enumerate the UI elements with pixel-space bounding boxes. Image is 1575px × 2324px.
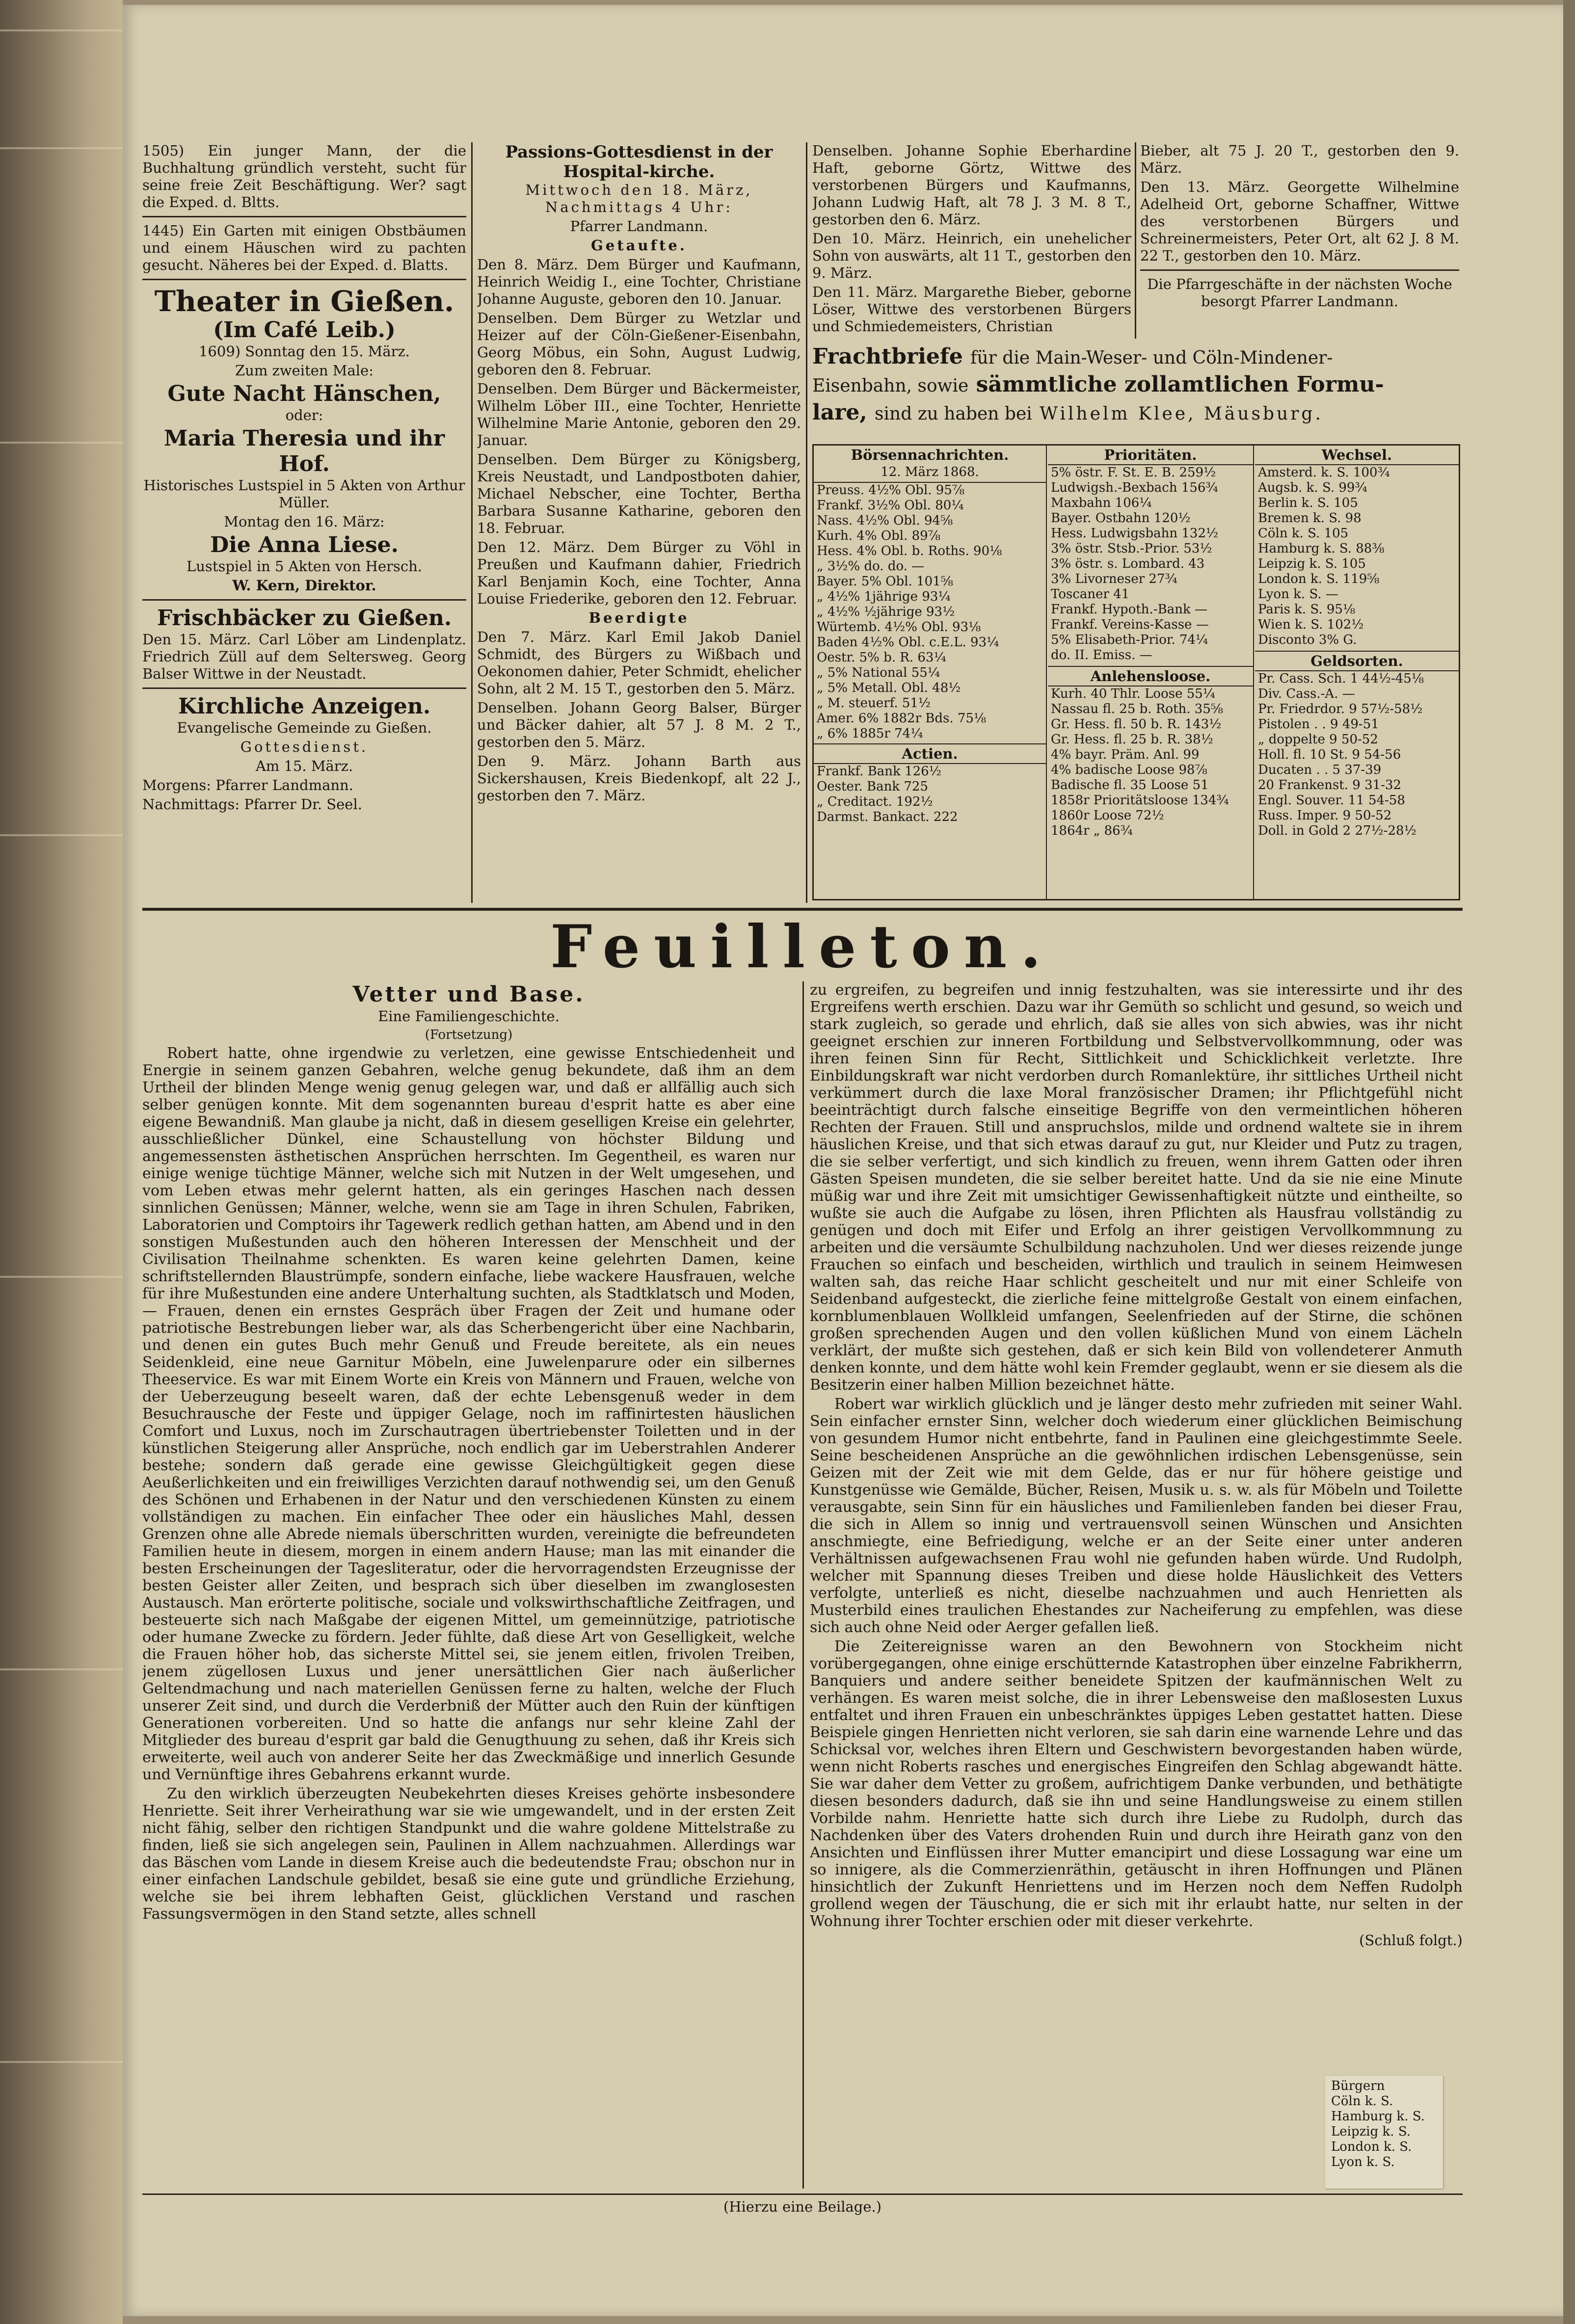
priorities-section <box>1048 446 1254 899</box>
bond-row: Oestr. 5% b. R. 63¼ <box>817 650 946 665</box>
bond-row: Bayer. 5% Obl. 101⅝ <box>817 574 953 589</box>
column-rule-1 <box>471 142 473 903</box>
priorities-title: Prioritäten. <box>1048 446 1253 465</box>
wechsel-section <box>1255 446 1459 899</box>
feuilleton-title: Feuilleton. <box>550 918 1055 981</box>
geld-row: Pistolen . . 9 49-51 <box>1258 717 1379 732</box>
theater-play-3: Die Anna Liese. <box>210 532 399 557</box>
freight-line-1: Frachtbriefe für die Main-Weser- und Cöln-Mindener- <box>812 344 1333 369</box>
wechsel-row: Cöln k. S. 105 <box>1258 526 1349 541</box>
exchange-table <box>812 444 1460 900</box>
loan-row: 1860r Loose 72½ <box>1051 808 1164 823</box>
theater-venue: (Im Café Leib.) <box>213 317 396 343</box>
baptism-entry: Denselben. Dem Bürger zu Wetzlar und Heizer auf der Cöln-Gießener-Eisenbahn, Georg Möbus, ein Sohn, August Ludwig, geboren den 8. Februar. <box>477 310 801 378</box>
wechsel-row: Paris k. S. 95⅛ <box>1258 602 1356 617</box>
theater-play-3-desc: Lustspiel in 5 Akten von Hersch. <box>187 558 422 575</box>
supplement-note: (Hierzu eine Beilage.) <box>723 2198 882 2215</box>
story-paragraph: Robert hatte, ohne irgendwie zu verletzen, eine gewisse Entschiedenheit und Energie in seinem ganzen Gebahren, welche genug bekundete, daß ihm an dem Urtheil der blinden Menge wenig genug gelegen war, und daß er allfällig auch sich selber genügen konnte. Mit dem sogenannten bureau d'esprit hatte es aber eine eigene Bewandniß. Man glaube ja nicht, daß in diesem geselligen Kreise ein gelehrter, ausschließlicher Dünkel, eine Schaustellung von höchster Bildung und angemessensten ästhetischen Ansprüchen herrschten. Im Gegentheil, es waren nur einige wenige tüchtige Männer, welche sich mit Nutzen in der Welt umgesehen, und vom Leben etwas mehr gelernt hatten, als ein geringes Haschen nach dessen sinnlichen Genüssen; Männer, welche, wenn sie am Tage in ihren Schulen, Fabriken, Laboratorien und Comptoirs ihr Tagewerk redlich gethan hatten, am Abend und in den sonstigen Mußestunden auch den höheren Interessen der Menschheit und der Civilisation Theilnahme schenkten. Es waren keine gelehrten Damen, keine schriftstellernden Blaustrümpfe, sondern einfache, liebe wackere Hausfrauen, welche für ihre Mußestunden eine andere Unterhaltung suchten, als Stadtklatsch und Moden, — Frauen, denen ein ernstes Gespräch über Fragen der Zeit und humane oder patriotische Bestrebungen lieber war, als das Scherbengericht über eine Nachbarin, und denen ein gutes Buch mehr Genuß und Freude bereitete, als ein neues Seidenkleid, eine neue Garnitur Möbeln, eine Juwelenparure oder ein silbernes Theeservice. Es war mit Einem Worte ein Kreis von Männern und Frauen, welche von der Ueberzeugung beseelt waren, daß der echte Lebensgenuß weder in dem Besuchrausche der Feste und üppiger Gelage, noch im raffinirtesten häuslichen Comfort und Luxus, noch im Zurschautragen übertriebenster Toiletten und in der künstlichen Steigerung aller Ansprüche, noch endlich gar im Ueberstrahlen Anderer bestehe; sondern daß gerade eine gewisse Gleichgültigkeit gegen diese Aeußerlichkeiten und ein freiwilliges Verzichten darauf nothwendig sei, um den Genuß des Schönen und Erhabenen in der Natur und den verschiedenen Künsten zu einem vollständigen zu machen. Ein einfacher Thee oder ein häusliches Mahl, dessen Grenzen ohne alle Abrede niemals überschritten wurden, vereinigte die befreundeten Familien heute in diesem, morgen in einem andern Hause; man las mit einander die besten Erscheinungen der Tagesliteratur, oder die hervorragendsten Erzeugnisse der besten Geister aller Zeiten, und besprach sich über dieselben im zwanglosesten Austausch. Man erörterte politische, sociale und volkswirthschaftliche Zeitfragen, und besteuerte sich nach Maßgabe der eigenen Mittel, um gemeinnützige, patriotische oder humane Zwecke zu fördern. Jeder fühlte, daß diese Art von Geselligkeit, welche die Frauen höher hob, das sicherste Mittel sei, sie jenem eitlen, frivolen Treiben, jenem zügellosen Luxus und jener unersättlichen Gier nach äußerlicher Geltendmachung und nach materiellen Genüssen ferne zu halten, welche der Fluch unserer Zeit sind, und durch die Verderbniß der Mütter auch den Ruin der künftigen Generationen vorbereiten. Und so hatte die anfangs nur sehr kleine Zahl der Mitglieder des bureau d'esprit gar bald die Genugthuung zu sehen, daß ihr Kreis sich erweiterte, weil auch von anderer Seite her das Zweckmäßige und innerlich Gesunde und Vernünftige ihres Gebahrens erkannt wurde. <box>142 1045 795 1783</box>
geld-row: Engl. Souver. 11 54-58 <box>1258 793 1405 808</box>
geld-list <box>1255 671 1459 839</box>
loan-row: Gr. Hess. fl. 25 b. R. 38½ <box>1051 732 1213 747</box>
wechsel-row: Lyon k. S. — <box>1258 587 1338 602</box>
bond-row: Preuss. 4½% Obl. 95⅞ <box>817 483 965 498</box>
exchange-title: Börsennachrichten. <box>851 447 1009 463</box>
burials-column-3 <box>812 142 1131 339</box>
story-paragraph: zu ergreifen, zu begreifen und innig festzuhalten, was sie interessirte und ihr des Ergreifens werth erschien. Dazu war ihr Gemüth so schlicht und gesund, so weich und stark zugleich, so gerade und ehrlich, daß sie alles von sich abwies, was ihr nicht geeignet erschien zur inneren Fortbildung und Selbstvervollkommnung, oder was ihren feinen Sinn für Recht, Sittlichkeit und Schicklichkeit verletzte. Ihre Einbildungskraft war nicht verdorben durch Romanlektüre, ihr sittliches Urtheil nicht verkümmert durch die laxe Moral französischer Dramen; ihr Pflichtgefühl nicht beeinträchtigt durch falsche einseitige Begriffe von den vermeintlichen höheren Rechten der Frauen. Still und anspruchslos, milde und ordnend waltete sie in ihrem häuslichen Kreise, und that sich etwas darauf zu gut, nur Kleider und Putz zu tragen, die sie selber verfertigt, und sich kindlich zu freuen, wenn ihrem Gatten oder ihren Gästen Speisen mundeten, die sie selber bereitet hatte. Und da sie nie eine Minute müßig war und ihre Zeit mit umsichtiger Gewissenhaftigkeit nützte und eintheilte, so wußte sie auch die Aufgabe zu lösen, ihren Pflichten als Hausfrau vollständig zu genügen und doch mit Eifer und Erfolg an ihrer geistigen Vervollkommnung zu arbeiten und die versäumte Schulbildung nachzuholen. Und wer dieses reizende junge Frauchen so einfach und bescheiden, wirthlich und traulich in seinem Heimwesen walten sah, das reiche Haar schlicht gescheitelt und nur mit einer Schleife von Seidenband aufgesteckt, die zierliche feine mittelgroße Gestalt von einem einfachen, kornblumenblauen Wollkleid umfangen, Seelenfrieden auf der Stirne, die schönen großen sprechenden Augen und den vollen küßlichen Mund von einem Lächeln verklärt, der mußte sich gestehen, daß er sich kein Bild von vollendeterer Anmuth denken konnte, und dem hätte wohl kein Fremder geglaubt, wenn er sie diesem als die Besitzerin einer halben Million bezeichnet hätte. <box>810 981 1463 1394</box>
burial-entry: Denselben. Johann Georg Balser, Bürger und Bäcker dahier, alt 57 J. 8 M. 2 T., gestorben den 5. März. <box>477 699 801 750</box>
theater-play-1: Gute Nacht Hänschen, <box>167 381 441 406</box>
geld-row: Holl. fl. 10 St. 9 54-56 <box>1258 747 1401 762</box>
bond-row: Baden 4½% Obl. c.E.L. 93¼ <box>817 635 999 650</box>
baptism-entry: Den 8. März. Dem Bürger und Kaufmann, Heinrich Weidig I., eine Tochter, Christiane Johanne Auguste, geboren den 10. Januar. <box>477 256 801 307</box>
parish-notice: Die Pfarrgeschäfte in der nächsten Woche besorgt Pfarrer Landmann. <box>1147 276 1452 310</box>
bond-row: „ 5% National 55¼ <box>817 665 940 680</box>
actien-row: Oester. Bank 725 <box>817 779 928 794</box>
priority-row: Bayer. Ostbahn 120½ <box>1051 511 1191 526</box>
burial-entry: Bieber, alt 75 J. 20 T., gestorben den 9. März. <box>1140 142 1459 176</box>
bond-row: „ 5% Metall. Obl. 48½ <box>817 681 961 695</box>
freight-line-3: lare, sind zu haben bei Wilhelm Klee, Mäusburg. <box>812 400 1323 425</box>
footer-rule <box>142 2193 1463 2195</box>
bond-row: Hess. 4% Obl. b. Roths. 90⅛ <box>817 544 1002 558</box>
section-divider <box>142 908 1463 911</box>
theater-director: W. Kern, Direktor. <box>232 577 376 594</box>
church-title: Kirchliche Anzeigen. <box>178 694 431 719</box>
loan-row: 4% badische Loose 98⅞ <box>1051 763 1207 777</box>
theater-date: 1609) Sonntag den 15. März. <box>198 343 410 360</box>
priority-row: Maxbahn 106¼ <box>1051 496 1152 510</box>
burial-entry: Den 9. März. Johann Barth aus Sickershausen, Kreis Biedenkopf, alt 22 J., gestorben den 7. März. <box>477 753 801 804</box>
baptism-entry: Denselben. Dem Bürger und Bäckermeister, Wilhelm Löber III., eine Tochter, Henriette Wilhelmine Marie Antonie, geboren den 29. Januar. <box>477 380 801 449</box>
theater-oder: oder: <box>285 407 323 423</box>
actien-row: Frankf. Bank 126½ <box>817 764 941 779</box>
baker-title: Frischbäcker zu Gießen. <box>157 606 452 631</box>
theater-monday: Montag den 16. März: <box>224 513 385 530</box>
story-conclusion: (Schluß folgt.) <box>1359 1932 1463 1949</box>
story-title: Vetter und Base. <box>352 982 585 1007</box>
burial-entry: Den 13. März. Georgette Wilhelmine Adelheid Ort, geborne Schaffner, Wittwe des verstorbenen Bürgers und Schreinermeisters, Peter Ort, alt 62 J. 8 M. 22 T., gestorben den 10. März. <box>1140 179 1459 264</box>
footer <box>142 2198 1463 2223</box>
geld-row: „ doppelte 9 50-52 <box>1258 732 1378 747</box>
geld-row: Ducaten . . 5 37-39 <box>1258 763 1382 777</box>
scrap-text <box>1328 2079 1440 2170</box>
bonds-section <box>814 446 1047 899</box>
baptism-entry: Denselben. Dem Bürger zu Königsberg, Kreis Neustadt, und Landpostboten dahier, Michael Nebscher, eine Tochter, Bertha Barbara Susanne Katharine, geboren den 18. Februar. <box>477 451 801 536</box>
bond-row: „ 3½% do. do. — <box>817 559 925 574</box>
priority-row: Toscaner 41 <box>1051 587 1130 602</box>
passion-service-time: Mittwoch den 18. März, Nachmittags 4 Uhr: <box>525 182 753 215</box>
feuilleton-left-column <box>142 981 795 2189</box>
church-date: Am 15. März. <box>255 758 353 774</box>
geld-row: Pr. Friedrdor. 9 57½-58½ <box>1258 702 1423 716</box>
bond-row: „ 4½% 1jährige 93¼ <box>817 589 951 604</box>
priority-row: do. II. Emiss. — <box>1051 648 1152 662</box>
actien-title: Actien. <box>814 743 1046 764</box>
buried-heading: Beerdigte <box>588 609 690 626</box>
scrap-line: London k. S. <box>1331 2139 1412 2154</box>
wechsel-row: Hamburg k. S. 88⅜ <box>1258 541 1385 556</box>
loan-row: Badische fl. 35 Loose 51 <box>1051 778 1209 792</box>
newspaper-page <box>123 5 1563 2316</box>
actien-row: „ Creditact. 192½ <box>817 794 933 809</box>
geld-row: Div. Cass.-A. — <box>1258 687 1355 701</box>
passion-service-title: Passions-Gottesdienst in der Hospital-kirche. <box>505 142 773 182</box>
loan-row: 1858r Prioritätsloose 134¾ <box>1051 793 1229 808</box>
theater-play-2: Maria Theresia und ihr Hof. <box>163 426 445 476</box>
church-notices-column <box>477 142 801 903</box>
story-subtitle: Eine Familiengeschichte. <box>378 1008 560 1025</box>
bond-row: Amer. 6% 1882r Bds. 75⅛ <box>817 711 987 726</box>
loan-row: 1864r „ 86¾ <box>1051 823 1133 838</box>
freight-line-2: Eisenbahn, sowie sämmtliche zollamtlichen Formu- <box>812 372 1384 397</box>
wechsel-row: Bremen k. S. 98 <box>1258 511 1361 526</box>
loans-title: Anlehensloose. <box>1048 666 1253 687</box>
theater-play-2-desc: Historisches Lustspiel in 5 Akten von Arthur Müller. <box>143 477 465 511</box>
pasted-paper-scrap <box>1325 2076 1443 2189</box>
church-afternoon: Nachmittags: Pfarrer Dr. Seel. <box>142 796 362 813</box>
feuilleton-header <box>142 918 1463 981</box>
wechsel-list <box>1255 465 1459 648</box>
wechsel-row: Augsb. k. S. 99¾ <box>1258 480 1367 495</box>
bond-row: Frankf. 3½% Obl. 80¼ <box>817 498 964 513</box>
wechsel-row: London k. S. 119⅝ <box>1258 572 1380 586</box>
bond-row: Kurh. 4% Obl. 89⅞ <box>817 528 940 543</box>
loan-row: Gr. Hess. fl. 50 b. R. 143½ <box>1051 717 1222 732</box>
bond-list <box>814 483 1046 741</box>
ad-1505: 1505) Ein junger Mann, der die Buchhaltung gründlich versteht, sucht für seine freie Zeit Beschäftigung. Wer? sagt die Exped. d. Bltts. <box>142 142 466 211</box>
bond-row: „ 4½% ½jährige 93½ <box>817 605 955 619</box>
priority-row: 3% östr. s. Lombard. 43 <box>1051 556 1205 571</box>
scrap-line: Lyon k. S. <box>1331 2155 1395 2169</box>
priority-row: 5% östr. F. St. E. B. 259½ <box>1051 465 1216 480</box>
loan-row: Kurh. 40 Thlr. Loose 55¼ <box>1051 687 1216 701</box>
story-continuation: (Fortsetzung) <box>425 1028 513 1042</box>
burial-entry: Den 11. März. Margarethe Bieber, geborne Löser, Wittwe des verstorbenen Bürgers und Schmiedemeisters, Christian <box>812 284 1131 335</box>
church-subtitle: Evangelische Gemeinde zu Gießen. <box>177 719 432 736</box>
priority-row: Frankf. Vereins-Kasse — <box>1051 617 1209 632</box>
scrap-line: Bürgern <box>1331 2079 1385 2093</box>
priority-row: Ludwigsh.-Bexbach 156¾ <box>1051 480 1218 495</box>
church-service: Gottesdienst. <box>240 739 369 755</box>
church-morning: Morgens: Pfarrer Landmann. <box>142 777 353 793</box>
geld-row: Doll. in Gold 2 27½-28½ <box>1258 823 1416 838</box>
wechsel-row: Wien k. S. 102½ <box>1258 617 1364 632</box>
burial-entry: Den 7. März. Karl Emil Jakob Daniel Schmidt, des Bürgers zu Wißbach und Oekonomen dahier, Peter Schmidt, ehelicher Sohn, alt 2 M. 15 T., gestorben den 5. März. <box>477 629 801 697</box>
column-rule-2 <box>806 142 807 903</box>
baker-text: Den 15. März. Carl Löber am Lindenplatz. Friedrich Züll auf dem Seltersweg. Georg Balser Wittwe in der Neustadt. <box>142 631 466 682</box>
loan-row: Nassau fl. 25 b. Roth. 35⅝ <box>1051 702 1224 716</box>
loans-list <box>1048 687 1253 839</box>
exchange-date: 12. März 1868. <box>814 464 1046 483</box>
theater-second-time: Zum zweiten Male: <box>235 362 374 379</box>
burials-column-4 <box>1140 142 1459 339</box>
page-right-edge <box>1563 0 1575 2324</box>
priority-row: 3% östr. Stsb.-Prior. 53½ <box>1051 541 1212 556</box>
priority-row: Frankf. Hypoth.-Bank — <box>1051 602 1207 617</box>
priority-row: 3% Livorneser 27¾ <box>1051 572 1177 586</box>
wechsel-row: Amsterd. k. S. 100¾ <box>1258 465 1390 480</box>
book-binding <box>0 0 123 2324</box>
priority-row: 5% Elisabeth-Prior. 74¼ <box>1051 633 1208 647</box>
geld-row: 20 Frankenst. 9 31-32 <box>1258 778 1402 792</box>
actien-row: Darmst. Bankact. 222 <box>817 810 958 824</box>
theater-title: Theater in Gießen. <box>154 285 454 318</box>
baptism-entry: Den 12. März. Dem Bürger zu Vöhl in Preußen und Kaufmann dahier, Friedrich Karl Benjamin Koch, eine Tochter, Anna Louise Friederike, geboren den 12. Februar. <box>477 539 801 607</box>
bond-row: „ M. steuerf. 51½ <box>817 696 931 711</box>
loan-row: 4% bayr. Präm. Anl. 99 <box>1051 747 1200 762</box>
story-paragraph: Robert war wirklich glücklich und je länger desto mehr zufrieden mit seiner Wahl. Sein einfacher ernster Sinn, welcher doch wiederum einer glücklichen Beimischung von gesundem Humor nicht entbehrte, fand in Paulinen eine gleichgestimmte Seele. Seine bescheidenen Ansprüche an die gewöhnlichen irdischen Lebensgenüsse, sein Geizen mit der Zeit wie mit dem Gelde, das er nur für höhere geistige und Kunstgenüsse wie Gemälde, Bücher, Reisen, Musik u. s. w. als für Möbeln und Toilette verausgabte, sein Sinn für ein häusliches und Familienleben fanden bei dieser Frau, die sich in Allem so innig und vertrauensvoll seinen Wünschen und Ansichten anschmiegte, eine Befriedigung, welche er an der Seite einer unter anderen Verhältnissen aufgewachsenen Frau wohl nie gefunden haben würde. Und Rudolph, welcher mit Spannung dieses Treiben und diese holde Häuslichkeit des Vetters verfolgte, unterließ es nicht, dieselbe nachzuahmen und auch Henrietten als Musterbild eines traulichen Ehestandes zur Nacheiferung zu empfehlen, was diese sich auch ohne Neid oder Aerger gefallen ließ. <box>810 1396 1463 1636</box>
column-rule-3 <box>1135 142 1136 339</box>
ads-column <box>142 142 466 903</box>
scrap-line: Hamburg k. S. <box>1331 2109 1425 2124</box>
geld-row: Pr. Cass. Sch. 1 44½-45⅛ <box>1258 671 1424 686</box>
column-rule-feuilleton <box>802 981 804 2189</box>
feuilleton-right-column <box>810 981 1463 2189</box>
ad-1445: 1445) Ein Garten mit einigen Obstbäumen und einem Häuschen wird zu pachten gesucht. Näheres bei der Exped. d. Blatts. <box>142 222 466 273</box>
geld-row: Russ. Imper. 9 50-52 <box>1258 808 1392 823</box>
wechsel-row: Berlin k. S. 105 <box>1258 496 1358 510</box>
actien-list <box>814 764 1046 825</box>
wechsel-row: Disconto 3% G. <box>1258 633 1357 647</box>
scrap-line: Leipzig k. S. <box>1331 2124 1411 2139</box>
bond-row: „ 6% 1885r 74¼ <box>817 726 923 741</box>
wechsel-row: Leipzig k. S. 105 <box>1258 556 1366 571</box>
scrap-line: Cöln k. S. <box>1331 2094 1393 2109</box>
story-paragraph: Zu den wirklich überzeugten Neubekehrten dieses Kreises gehörte insbesondere Henriette. Seit ihrer Verheirathung war sie wie umgewandelt, und in der ersten Zeit nicht fähig, selber den richtigen Standpunkt und die wahre goldene Mittelstraße zu finden, ließ sie sich angelegen sein, Paulinen in Allem nachzuahmen. Allerdings war das Bäschen vom Lande in diesem Kreise auch die bedeutendste Frau; obschon nur in einer einfachen Landschule gebildet, besaß sie eine gute und gründliche Erziehung, welche sie bei ihrem lebhaften Geist, glücklichen Verstand und raschen Fassungsvermögen in den Stand setzte, alles schnell <box>142 1785 795 1923</box>
priority-row: Hess. Ludwigsbahn 132½ <box>1051 526 1219 541</box>
priorities-list <box>1048 465 1253 663</box>
bond-row: Nass. 4½% Obl. 94⅝ <box>817 513 953 528</box>
bond-row: Würtemb. 4½% Obl. 93⅛ <box>817 620 981 634</box>
burial-entry: Den 10. März. Heinrich, ein unehelicher Sohn von auswärts, alt 11 T., gestorben den 9. März. <box>812 230 1131 281</box>
freight-ad <box>812 343 1460 442</box>
story-paragraph: Die Zeitereignisse waren an den Bewohnern von Stockheim nicht vorübergegangen, ohne einige erschütternde Katastrophen über einzelne Fabrikherrn, Banquiers und andere seither beneidete Spitzen der kaufmännischen Welt zu verhängen. Es waren meist solche, die in ihrer Lebensweise den maßlosesten Luxus entfaltet und ihren Frauen ein unbeschränktes üppiges Leben gestattet hatten. Diese Beispiele gingen Henrietten nicht verloren, sie sah darin eine warnende Lehre und das Schicksal vor, welches ihren Eltern und Geschwistern bevorgestanden haben würde, wenn nicht Roberts rasches und energisches Eingreifen den Schlag abgewandt hätte. Sie war daher dem Vetter zu großem, aufrichtigem Danke verbunden, und bethätigte diesen besonders dadurch, daß sie ihn und seine Handlungsweise zu einem stillen Vorbilde nahm. Henriette hatte sich durch ihre Liebe zu Rudolph, durch das Nachdenken über des Vaters drohenden Ruin und durch ihre Heirath ganz von den Ansichten und Einflüssen ihrer Mutter emancipirt und diese Lossagung war eine um so innigere, als die Commerzienräthin, getäuscht in ihren Hoffnungen und Plänen hinsichtlich der Zukunft Henriettens und im Herzen noch dem Neffen Rudolph grollend wegen der Täuschung, die er sich mit ihr erlaubt hatte, nur selten in der Wohnung ihrer Tochter erschien oder mit dieser verkehrte. <box>810 1638 1463 1930</box>
baptized-heading: Getaufte. <box>591 237 687 254</box>
geld-title: Geldsorten. <box>1255 651 1459 671</box>
passion-service-pastor: Pfarrer Landmann. <box>570 218 708 235</box>
wechsel-title: Wechsel. <box>1255 446 1459 465</box>
burial-entry: Denselben. Johanne Sophie Eberhardine Haft, geborne Görtz, Wittwe des verstorbenen Bürgers und Kaufmanns, Johann Ludwig Haft, alt 78 J. 3 M. 8 T., gestorben den 6. März. <box>812 142 1131 228</box>
